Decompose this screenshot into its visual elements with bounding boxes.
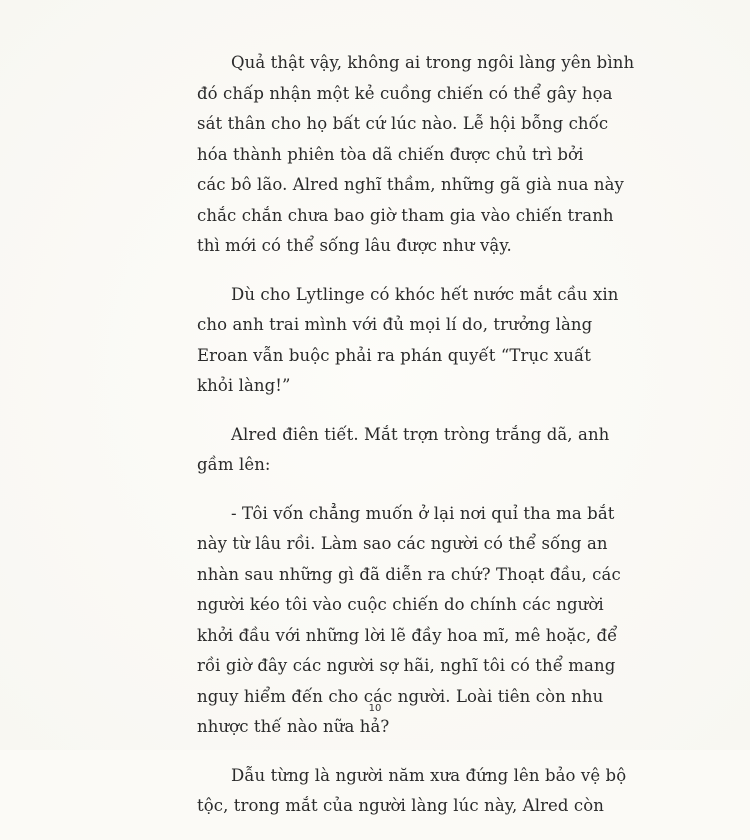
text-line: rồi giờ đây các người sợ hãi, nghĩ tôi có thể mang xyxy=(197,656,616,675)
text-line: - Tôi vốn chẳng muốn ở lại nơi quỉ tha ma bắt xyxy=(231,503,615,523)
paragraph-1 xyxy=(197,48,635,262)
text-line: Dẫu từng là người năm xưa đứng lên bảo vệ bộ xyxy=(231,765,627,785)
text-line: đó chấp nhận một kẻ cuồng chiến có thể gây họa xyxy=(197,83,613,103)
text-line: gầm lên: xyxy=(197,455,271,474)
text-line: khởi đầu với những lời lẽ đầy hoa mĩ, mê hoặc, để xyxy=(197,625,618,645)
text-line: Quả thật vậy, không ai trong ngôi làng yên bình xyxy=(231,53,635,72)
text-line: Eroan vẫn buộc phải ra phán quyết “Trục xuất xyxy=(197,345,591,365)
text-line: tộc, trong mắt của người làng lúc này, Alred còn xyxy=(197,796,605,815)
text-line: chắc chắn chưa bao giờ tham gia vào chiến tranh xyxy=(197,205,614,225)
text-line: các bô lão. Alred nghĩ thầm, những gã già nua này xyxy=(197,175,624,194)
text-line: nhược thế nào nữa hả? xyxy=(197,717,390,736)
paragraph-5 xyxy=(197,761,627,822)
text-line: nhàn sau những gì đã diễn ra chứ? Thoạt đầu, các xyxy=(197,564,621,584)
text-line: khỏi làng!” xyxy=(197,376,291,395)
body-text xyxy=(197,48,635,840)
text-line: sát thân cho họ bất cứ lúc nào. Lễ hội bỗng chốc xyxy=(197,114,609,133)
text-line: Dù cho Lytlinge có khóc hết nước mắt cầu xin xyxy=(231,284,619,304)
text-line: thì mới có thể sống lâu được như vậy. xyxy=(197,236,512,255)
paragraph-3 xyxy=(197,420,610,481)
text-line: nguy hiểm đến cho các người. Loài tiên còn nhu xyxy=(197,686,604,706)
text-line: cho anh trai mình với đủ mọi lí do, trưởng làng xyxy=(197,315,593,334)
text-line: Alred điên tiết. Mắt trợn tròng trắng dã, anh xyxy=(231,424,610,444)
text-line: hóa thành phiên tòa dã chiến được chủ trì bởi xyxy=(197,144,584,164)
text-line: người kéo tôi vào cuộc chiến do chính các người xyxy=(197,595,604,614)
paragraph-2 xyxy=(197,280,619,402)
page-number: 10 xyxy=(368,703,382,714)
text-line: này từ lâu rồi. Làm sao các người có thể sống an xyxy=(197,534,608,553)
